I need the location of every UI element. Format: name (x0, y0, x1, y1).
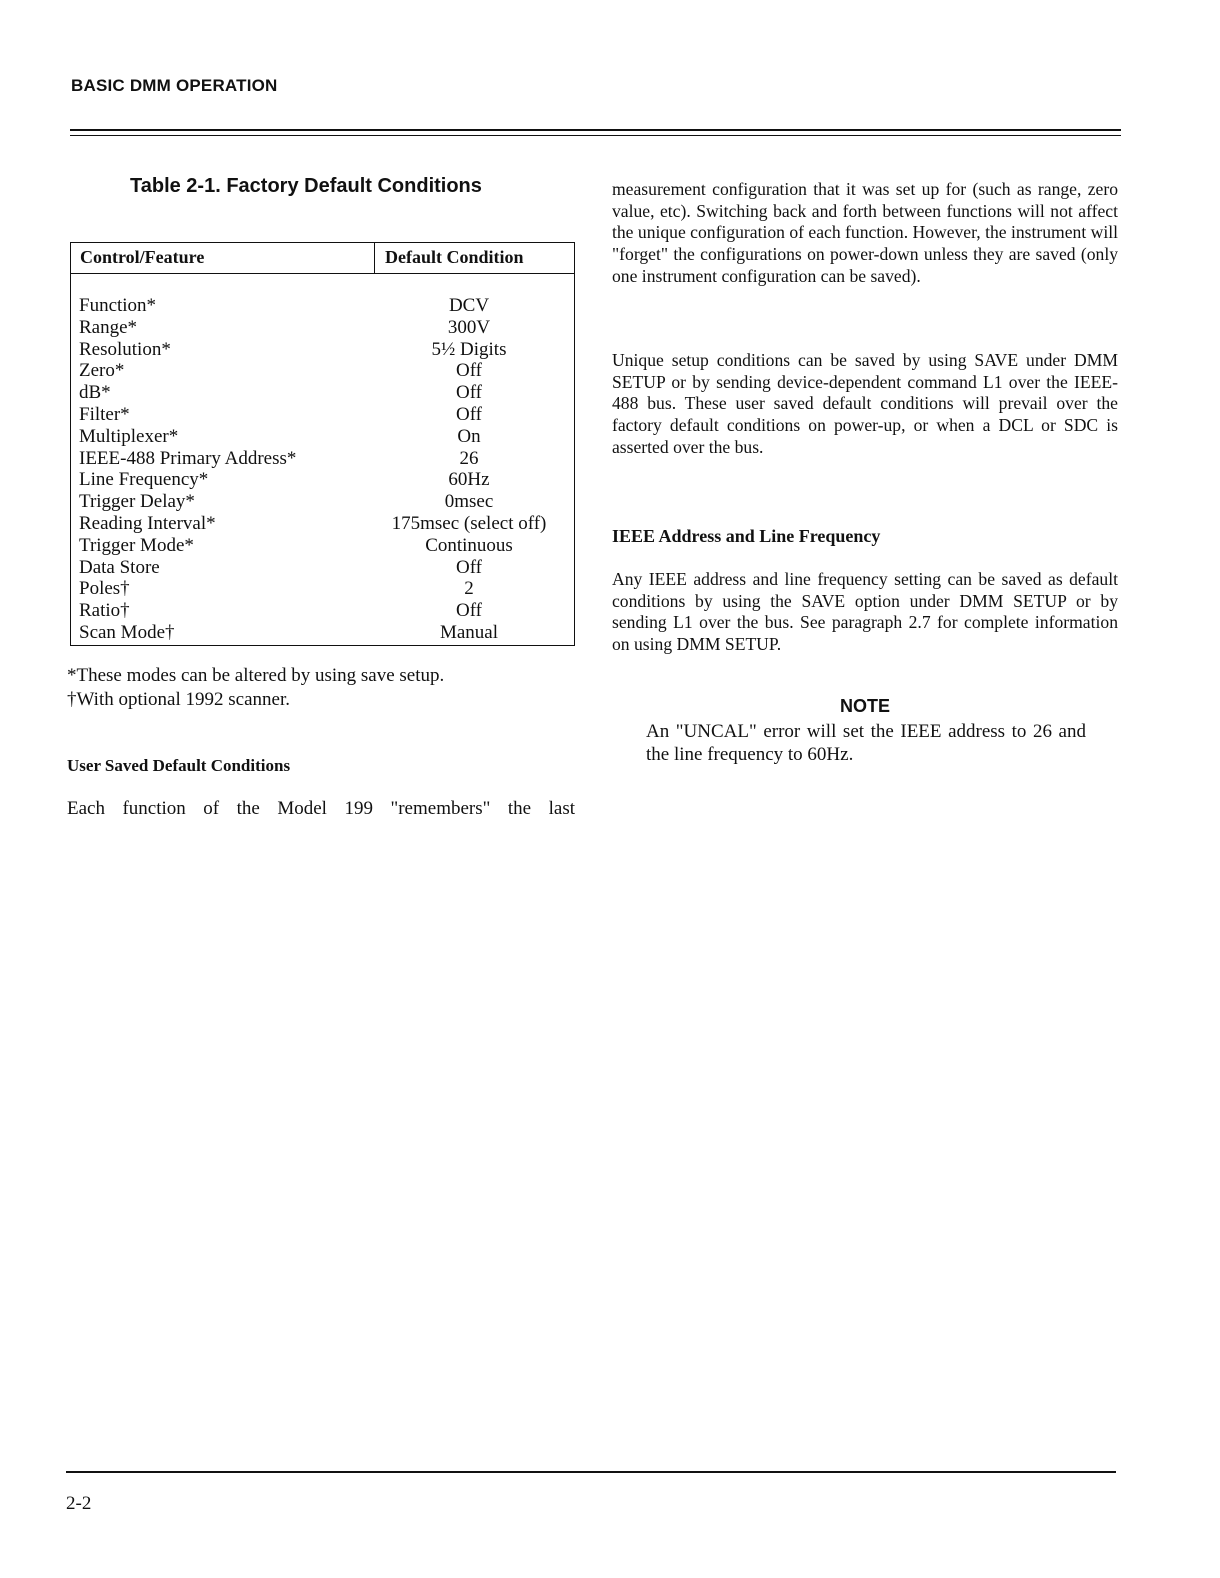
default-cell: 175msec (select off) (391, 512, 547, 534)
default-cell: 2 (464, 578, 474, 600)
feature-cell: Function* (79, 295, 157, 316)
table-row (71, 469, 574, 491)
defaults-table (70, 242, 575, 646)
section-header: BASIC DMM OPERATION (71, 76, 278, 95)
paragraph-unique-setup: Unique setup conditions can be saved by using SAVE under DMM SETUP or by sending device-dependent command L1 over the IEEE-488 bus. These user saved default conditions will prevail over the factory default conditions on power-up, or when a DCL or SDC is asserted over the bus. (612, 350, 1118, 457)
header-rule (71, 273, 574, 274)
table-row (71, 578, 574, 600)
default-cell: Off (455, 382, 483, 404)
table-row (71, 448, 574, 470)
note-title: NOTE (839, 696, 890, 716)
top-rule-thin (70, 135, 1121, 136)
feature-cell: Line Frequency* (79, 469, 209, 491)
default-cell: 60Hz (448, 469, 490, 491)
default-cell: Manual (439, 621, 499, 643)
table-row (71, 295, 574, 317)
default-cell: On (457, 425, 481, 447)
feature-cell: Data Store (79, 556, 160, 578)
default-cell: DCV (448, 295, 490, 316)
feature-cell: Multiplexer* (79, 425, 179, 447)
default-cell: Off (455, 360, 483, 382)
table-row (71, 491, 574, 513)
user-saved-paragraph: Each function of the Model 199 "remembers" the last (67, 798, 575, 819)
header-divider (374, 243, 375, 273)
table-row (71, 382, 574, 404)
feature-cell: Resolution* (79, 338, 171, 360)
default-cell: Off (455, 556, 483, 578)
feature-cell: Filter* (79, 403, 130, 425)
table-row (71, 339, 574, 361)
default-cell: 26 (459, 447, 479, 469)
page-number: 2-2 (66, 1493, 92, 1514)
table-row (71, 317, 574, 339)
user-saved-heading: User Saved Default Conditions (67, 756, 291, 775)
feature-cell: Trigger Delay* (79, 491, 195, 513)
feature-cell: dB* (79, 382, 111, 404)
table-row (71, 360, 574, 382)
feature-cell: Reading Interval* (79, 512, 216, 534)
table-row (71, 404, 574, 426)
default-cell: 0msec (444, 491, 494, 513)
default-cell: 5½ Digits (431, 338, 507, 360)
paragraph-measurement-config: measurement configuration that it was set up for (such as range, zero value, etc). Switching back and forth between functions will not affect the unique configuration of each function. However, the instrument will "forget" the configurations on power-down unless they are saved (only one instrument configuration can be saved). (612, 179, 1118, 286)
table-title: Table 2-1. Factory Default Conditions (130, 175, 482, 197)
feature-cell: Trigger Mode* (79, 534, 194, 556)
paragraph-ieee-address: Any IEEE address and line frequency setting can be saved as default conditions by using the SAVE option under DMM SETUP or by sending L1 over the bus. See paragraph 2.7 for complete information on using DMM SETUP. (612, 569, 1118, 655)
ieee-heading: IEEE Address and Line Frequency (612, 526, 881, 546)
note-body: An "UNCAL" error will set the IEEE address to 26 and the line frequency to 60Hz. (646, 721, 1086, 765)
default-cell: Off (455, 600, 483, 622)
top-rule (70, 129, 1121, 131)
bottom-rule (66, 1471, 1116, 1473)
feature-cell: IEEE-488 Primary Address* (79, 447, 297, 469)
feature-cell: Range* (79, 316, 138, 338)
footnote-scanner: †With optional 1992 scanner. (67, 689, 290, 710)
table-rows (71, 295, 574, 644)
table-row (71, 557, 574, 579)
footnote-save-setup: *These modes can be altered by using save setup. (67, 665, 445, 686)
feature-cell: Poles† (79, 578, 130, 600)
table-row (71, 535, 574, 557)
table-row (71, 622, 574, 644)
col-header-control: Control/Feature (80, 247, 205, 267)
table-footnotes (67, 664, 444, 712)
default-cell: Off (455, 403, 483, 425)
table-row (71, 513, 574, 535)
table-row (71, 600, 574, 622)
default-cell: 300V (447, 316, 491, 338)
col-header-default: Default Condition (385, 247, 524, 267)
feature-cell: Ratio† (79, 600, 130, 622)
default-cell: Continuous (425, 534, 513, 556)
feature-cell: Zero* (79, 360, 125, 382)
feature-cell: Scan Mode† (79, 621, 175, 643)
table-row (71, 426, 574, 448)
